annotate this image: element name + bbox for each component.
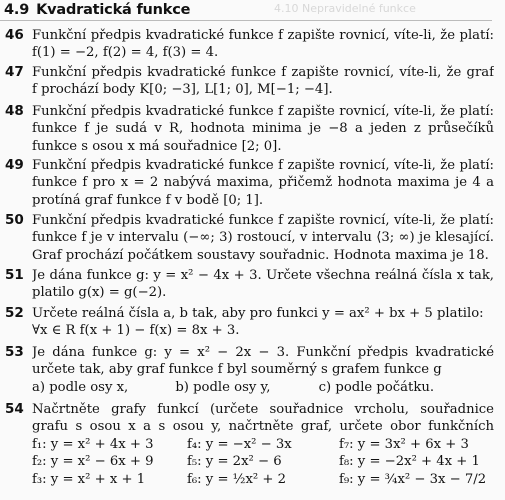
function-f8: f₈: y = −2x² + 4x + 1 xyxy=(339,454,480,470)
function-f6: f₆: y = ½x² + 2 xyxy=(187,471,287,487)
problem-line: funkce f pro x = 2 nabývá maxima, přičemž hodnota maxima je 4 a xyxy=(32,175,494,191)
problem-52 xyxy=(0,305,500,340)
problem-line: Je dána funkce g: y = x² − 4x + 3. Určete všechna reálná čísla x tak, xyxy=(32,268,494,283)
problem-line: Graf prochází počátkem soustavy souřadnic. Hodnota maxima je 18. xyxy=(32,247,489,263)
problem-48 xyxy=(0,103,500,155)
function-f9: f₉: y = ¾x² − 3x − 7/2 xyxy=(339,471,487,487)
section-header xyxy=(4,0,484,19)
problem-51 xyxy=(0,267,500,302)
option-c: c) podle počátku. xyxy=(318,379,435,395)
problem-number: 54 xyxy=(5,401,24,417)
problem-line: funkce f je v intervalu (−∞; 3) rostoucí, v intervalu ⟨3; ∞) je klesající. xyxy=(32,230,494,246)
problem-line: funkce f je sudá v R, hodnota minima je −8 a jeden z průsečíků xyxy=(32,121,494,137)
function-grid xyxy=(32,436,494,488)
problem-line: f prochází body K[0; −3], L[1; 0], M[−1; −4]. xyxy=(32,82,333,98)
problem-54 xyxy=(0,401,500,488)
problem-46 xyxy=(0,27,500,62)
problem-line: určete tak, aby graf funkce f byl souměrný s grafem funkce g xyxy=(32,362,442,378)
problem-50 xyxy=(0,212,500,264)
function-f7: f₇: y = 3x² + 6x + 3 xyxy=(339,436,469,452)
problem-number: 49 xyxy=(5,157,24,173)
problem-line: Funkční předpis kvadratické funkce f zapište rovnicí, víte-li, že platí: xyxy=(32,28,494,43)
problem-line: funkce s osou x má souřadnice [2; 0]. xyxy=(32,138,282,154)
problem-number: 47 xyxy=(5,64,24,80)
problem-line: platilo g(x) = g(−2). xyxy=(32,285,167,301)
problem-number: 48 xyxy=(5,103,24,119)
function-f3: f₃: y = x² + x + 1 xyxy=(32,471,146,487)
problem-line: Načrtněte grafy funkcí (určete souřadnice vrcholu, souřadnice xyxy=(32,402,494,417)
problem-line: Je dána funkce g: y = x² − 2x − 3. Funkční předpis kvadratické xyxy=(32,345,494,360)
option-b: b) podle osy y, xyxy=(175,379,271,395)
option-a: a) podle osy x, xyxy=(32,379,129,395)
function-f4: f₄: y = −x² − 3x xyxy=(187,436,292,452)
function-f2: f₂: y = x² − 6x + 9 xyxy=(32,454,154,470)
problem-number: 52 xyxy=(5,305,24,321)
function-f5: f₅: y = 2x² − 6 xyxy=(187,454,282,470)
problem-line: protíná graf funkce f v bodě [0; 1]. xyxy=(32,192,264,208)
function-f1: f₁: y = x² + 4x + 3 xyxy=(32,436,154,452)
problem-line: Funkční předpis kvadratické funkce f zapište rovnicí, víte-li, že platí: xyxy=(32,104,494,119)
option-list xyxy=(32,379,462,396)
section-number: 4.9 xyxy=(4,1,30,18)
section-title: Kvadratická funkce xyxy=(36,1,191,18)
problem-line: Funkční předpis kvadratické funkce f zapište rovnicí, víte-li, že platí: xyxy=(32,158,494,173)
problem-line: grafu s osou x a s osou y, načrtněte graf, určete obor funkčních xyxy=(32,419,494,435)
problem-number: 53 xyxy=(5,344,24,360)
problem-line: Funkční předpis kvadratické funkce f zapište rovnicí, víte-li, že graf xyxy=(32,65,494,80)
problem-47 xyxy=(0,64,500,99)
bleed-through-text: 4.10 Nepravidelné funkce xyxy=(274,2,416,15)
problem-line: Funkční předpis kvadratické funkce f zapište rovnicí, víte-li, že platí: xyxy=(32,213,494,228)
problem-number: 50 xyxy=(5,212,24,228)
problem-49 xyxy=(0,157,500,209)
header-rule xyxy=(0,20,492,21)
problem-53 xyxy=(0,344,500,396)
problem-number: 46 xyxy=(5,27,24,43)
problem-line: f(1) = −2, f(2) = 4, f(3) = 4. xyxy=(32,45,219,61)
problem-line: ∀x ∈ R f(x + 1) − f(x) = 8x + 3. xyxy=(32,323,240,339)
problem-line: Určete reálná čísla a, b tak, aby pro funkci y = ax² + bx + 5 platilo: xyxy=(32,306,484,321)
problem-number: 51 xyxy=(5,267,24,283)
